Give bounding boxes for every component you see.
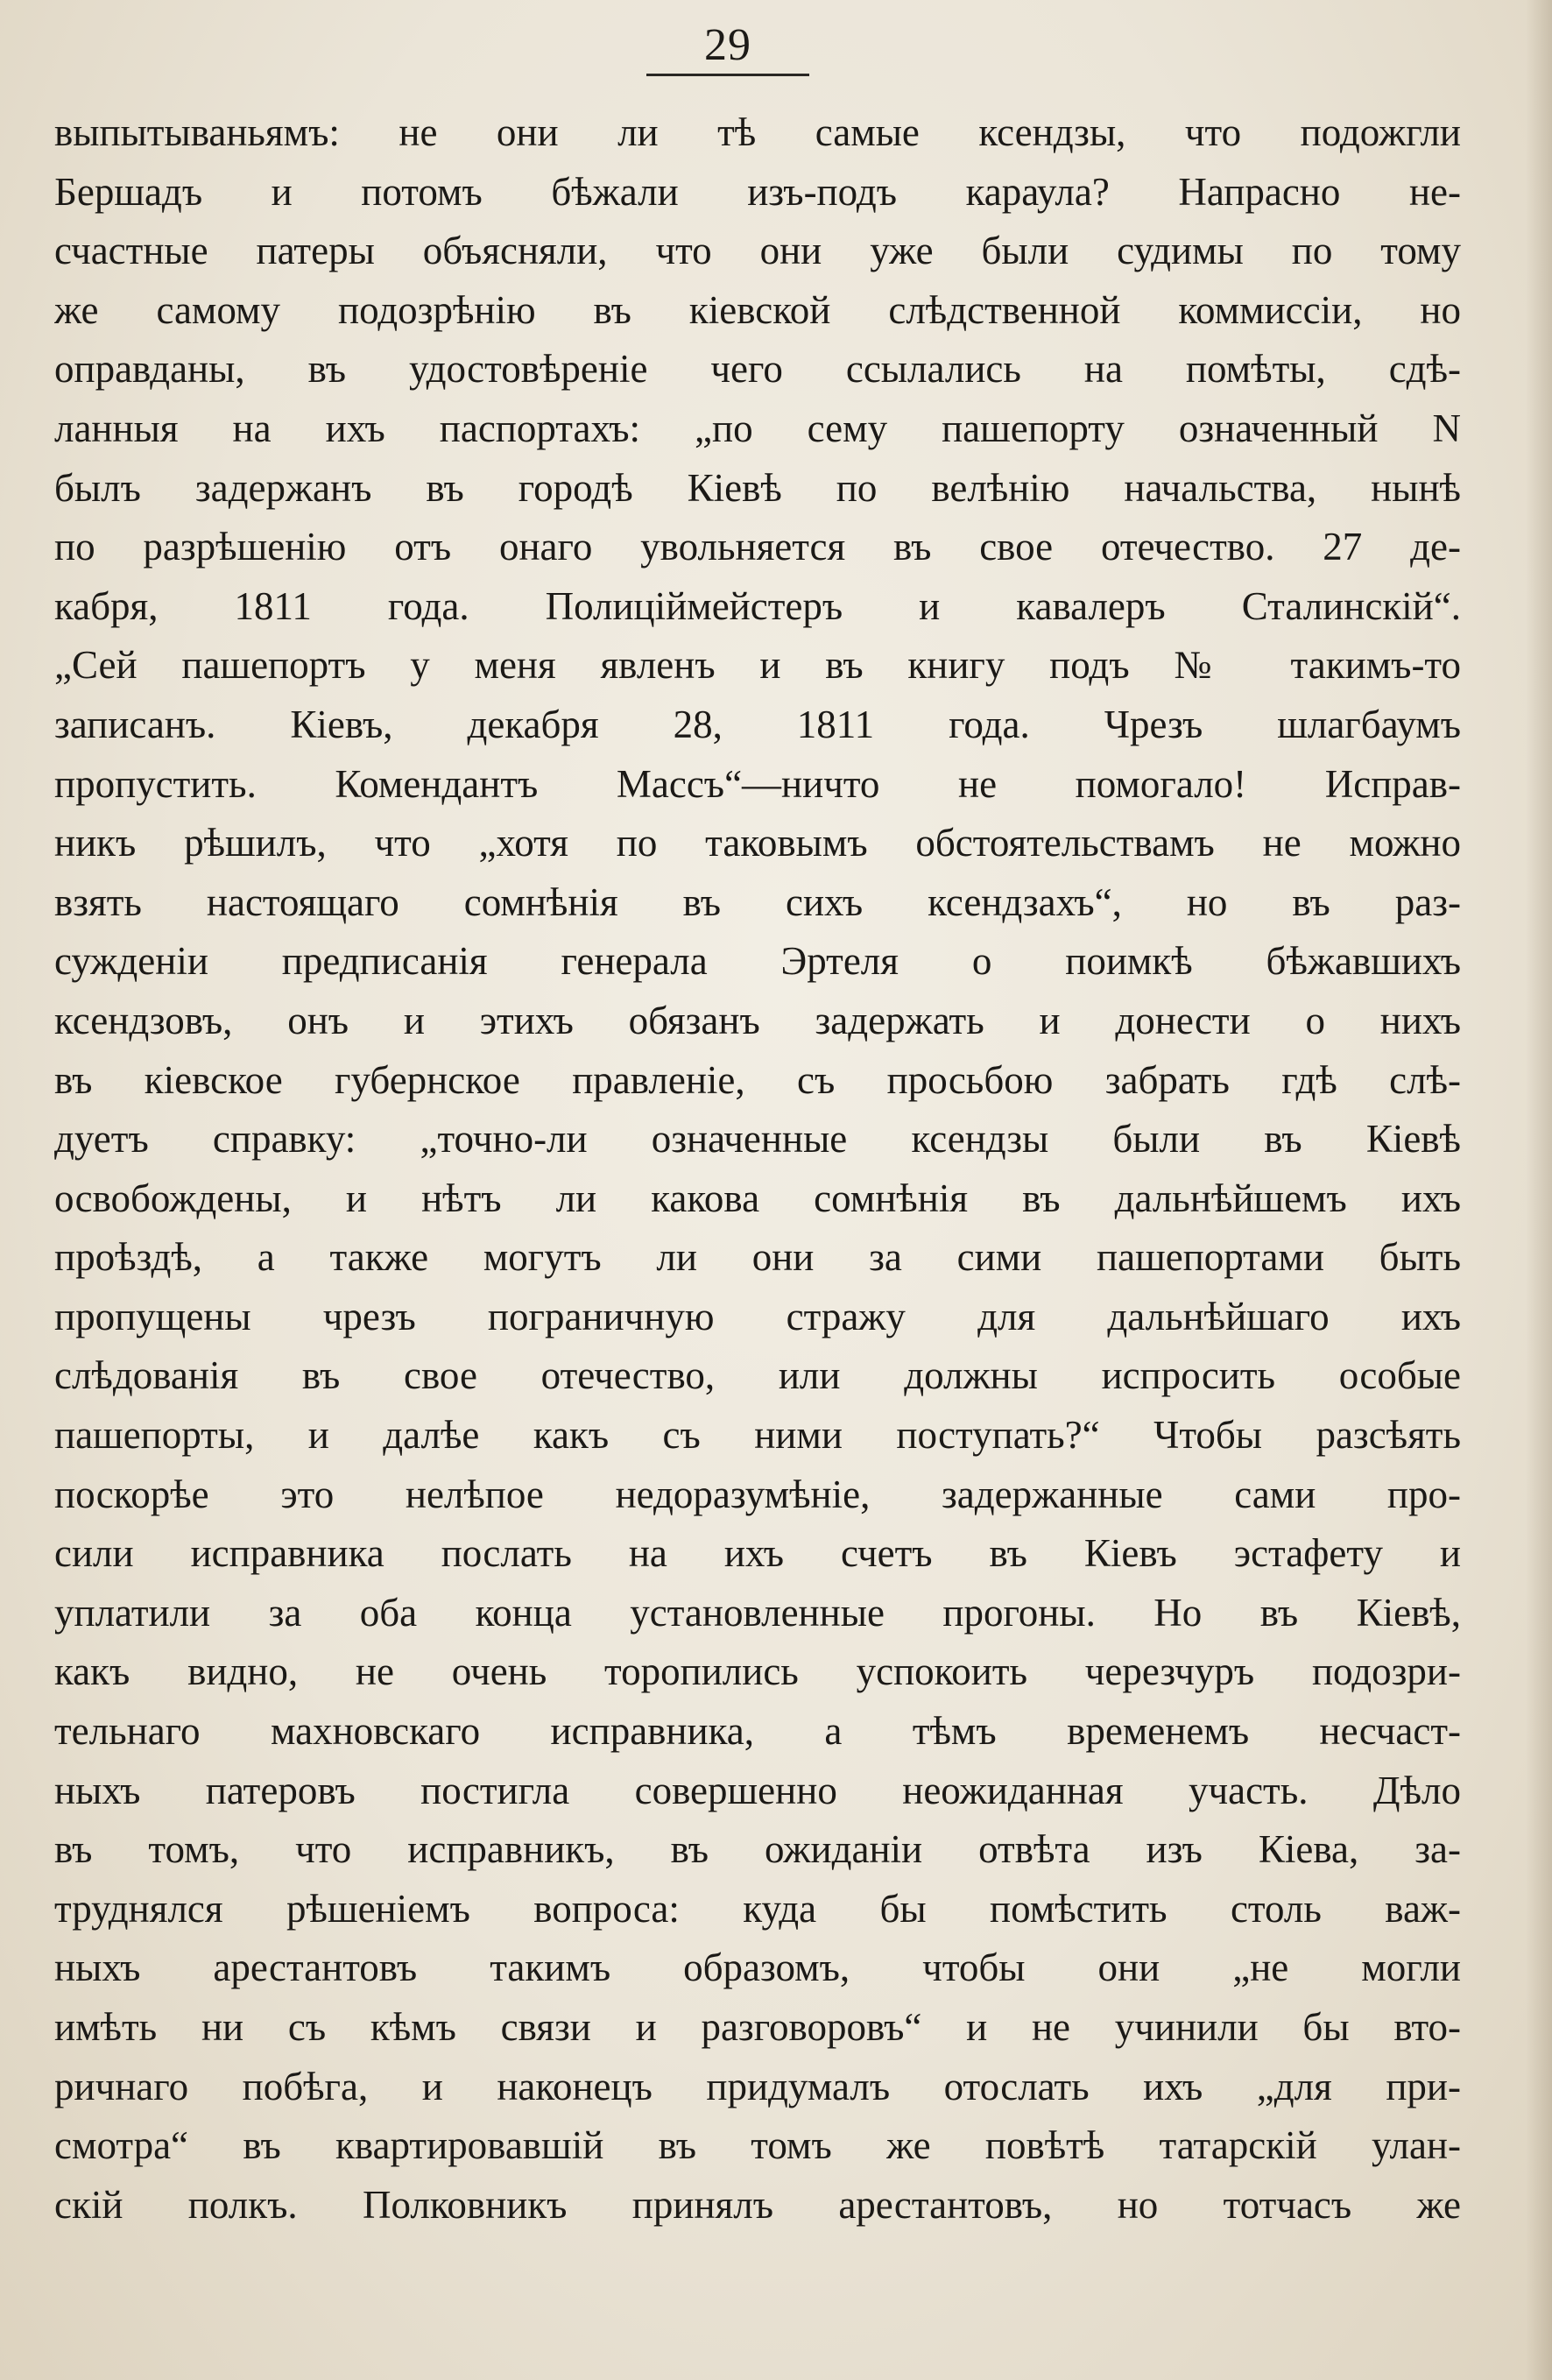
text-line: же самому подозрѣнію въ кіевской слѣдственной коммиссіи, но — [54, 287, 1461, 332]
text-line: ксендзовъ, онъ и этихъ обязанъ задержать и донести о нихъ — [54, 998, 1461, 1042]
text-line: въ кіевское губернское правленіе, съ просьбою забрать гдѣ слѣ- — [54, 1057, 1461, 1102]
text-line: пашепорты, и далѣе какъ съ ними поступать?“ Чтобы разсѣять — [54, 1413, 1461, 1458]
text-line: уплатили за оба конца установленные прогоны. Но въ Кіевѣ, — [54, 1590, 1461, 1635]
text-line: имѣть ни съ кѣмъ связи и разговоровъ“ и не учинили бы вто- — [54, 2005, 1461, 2049]
body-text — [54, 103, 1461, 2235]
text-line: ныхъ патеровъ постигла совершенно неожиданная участь. Дѣло — [54, 1768, 1461, 1812]
header-rule — [646, 74, 809, 76]
text-line: въ томъ, что исправникъ, въ ожиданіи отвѣта изъ Кіева, за- — [54, 1827, 1461, 1872]
text-line: пропущены чрезъ пограничную стражу для дальнѣйшаго ихъ — [54, 1294, 1461, 1338]
text-line: по разрѣшенію отъ онаго увольняется въ свое отечество. 27 де- — [54, 525, 1461, 569]
text-line: скій полкъ. Полковникъ принялъ арестантовъ, но тотчасъ же — [54, 2182, 1461, 2227]
text-line: проѣздѣ, а также могутъ ли они за сими пашепортами быть — [54, 1235, 1461, 1280]
text-line: взять настоящаго сомнѣнія въ сихъ ксендзахъ“, но въ раз- — [54, 879, 1461, 924]
text-line: освобождены, и нѣтъ ли какова сомнѣнія въ дальнѣйшемъ ихъ — [54, 1176, 1461, 1220]
text-line: ричнаго побѣга, и наконецъ придумалъ отослать ихъ „для при- — [54, 2064, 1461, 2108]
text-line: сужденіи предписанія генерала Эртеля о поимкѣ бѣжавшихъ — [54, 939, 1461, 984]
text-line: былъ задержанъ въ городѣ Кіевѣ по велѣнію начальства, нынѣ — [54, 465, 1461, 510]
text-line: дуетъ справку: „точно-ли означенные ксендзы были въ Кіевѣ — [54, 1117, 1461, 1162]
text-line: Бершадъ и потомъ бѣжали изъ-подъ караула? Напрасно не- — [54, 169, 1461, 214]
text-line: записанъ. Кіевъ, декабря 28, 1811 года. Чрезъ шлагбаумъ — [54, 702, 1461, 746]
text-line: никъ рѣшилъ, что „хотя по таковымъ обстоятельствамъ не можно — [54, 821, 1461, 865]
text-line: счастные патеры объясняли, что они уже были судимы по тому — [54, 229, 1461, 273]
text-line: выпытываньямъ: не они ли тѣ самые ксендзы, что подожгли — [54, 110, 1461, 154]
text-line: труднялся рѣшеніемъ вопроса: куда бы помѣстить столь важ- — [54, 1886, 1461, 1931]
text-line: „Сей пашепортъ у меня явленъ и въ книгу подъ № такимъ-то — [54, 643, 1461, 688]
text-line: оправданы, въ удостовѣреніе чего ссылались на помѣты, сдѣ- — [54, 347, 1461, 392]
text-line: какъ видно, не очень торопились успокоить черезчуръ подозри- — [54, 1649, 1461, 1694]
text-line: ланныя на ихъ паспортахъ: „по сему пашепорту означенный N — [54, 406, 1461, 450]
text-line: слѣдованія въ свое отечество, или должны испросить особые — [54, 1353, 1461, 1398]
page-edge-shadow — [1526, 0, 1552, 2380]
text-line: поскорѣе это нелѣпое недоразумѣніе, задержанные сами про- — [54, 1472, 1461, 1516]
text-line: тельнаго махновскаго исправника, а тѣмъ временемъ несчаст- — [54, 1709, 1461, 1754]
text-line: кабря, 1811 года. Полиціймейстеръ и кавалеръ Сталинскій“. — [54, 583, 1461, 628]
page-number: 29 — [704, 20, 751, 70]
text-line: ныхъ арестантовъ такимъ образомъ, чтобы они „не могли — [54, 1946, 1461, 1990]
text-line: пропустить. Комендантъ Массъ“—ничто не помогало! Исправ- — [54, 761, 1461, 806]
text-line: сили исправника послать на ихъ счетъ въ Кіевъ эстафету и — [54, 1531, 1461, 1576]
text-line: смотра“ въ квартировавшій въ томъ же повѣтѣ татарскій улан- — [54, 2123, 1461, 2168]
